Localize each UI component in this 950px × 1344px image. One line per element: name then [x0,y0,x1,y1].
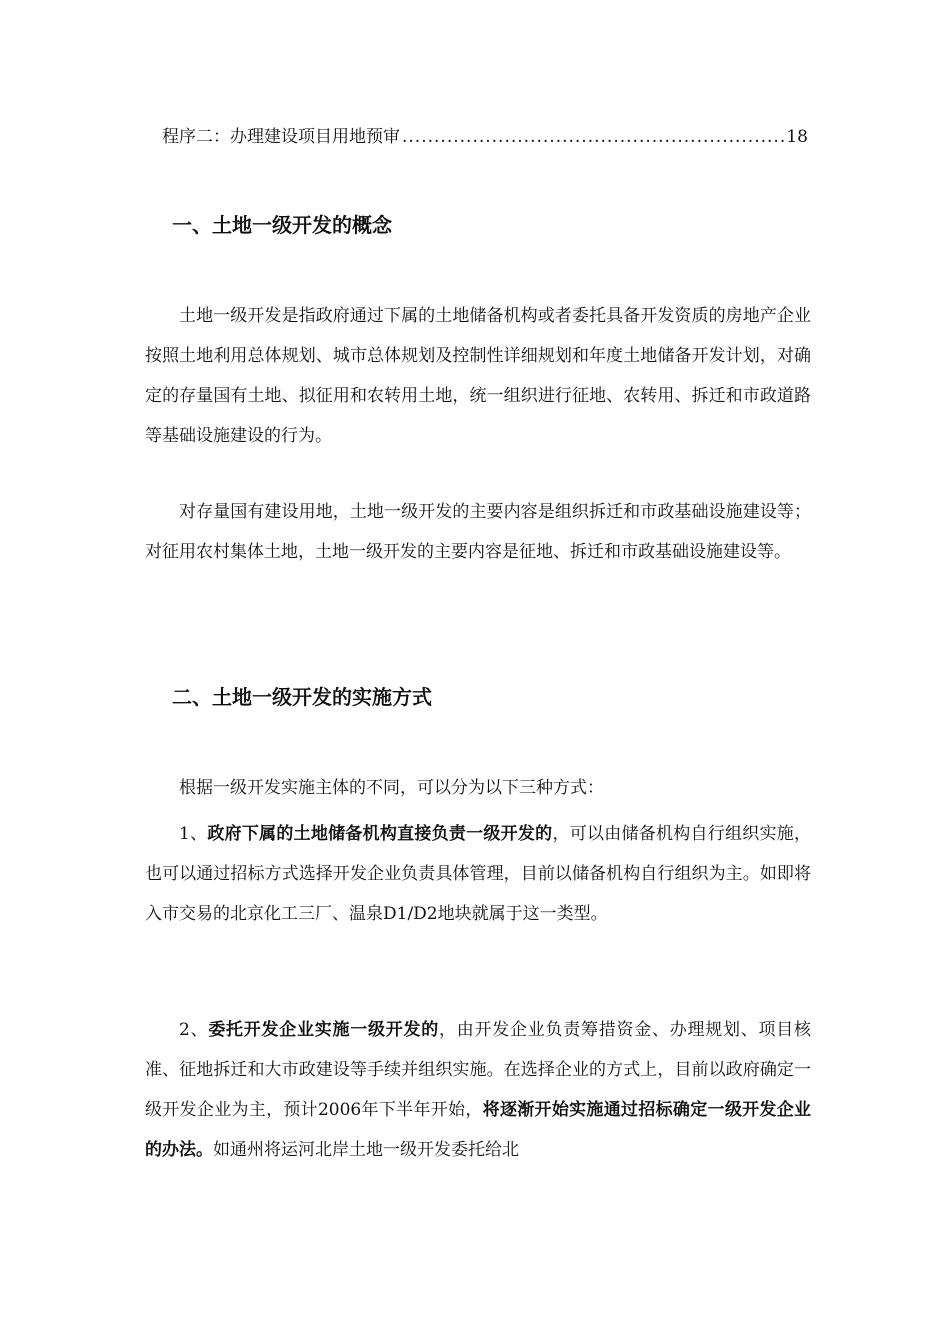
paragraph-concept-content: 对存量国有建设用地，土地一级开发的主要内容是组织拆迁和市政基础设施建设等；对征用农村集体土地，土地一级开发的主要内容是征地、拆迁和市政基础设施建设等。 [145,502,811,562]
list-item-entrusted-enterprise [145,1010,811,1170]
list-item-text: ，由开发企业负责筹措资金、办理规划、项目核准、征地拆迁和大市政建设等手续并组织实施。在选择企业的方式上，目前以政府确定一级开发企业为主，预计2006年下半年开始， [145,1020,812,1120]
section-heading-concept: 一、土地一级开发的概念 [172,213,392,237]
list-item-number: 1、 [179,824,208,844]
list-item-number: 2、 [179,1020,209,1040]
list-item-text: ，可以由储备机构自行组织实施，也可以通过招标方式选择开发企业负责具体管理，目前以储备机构自行组织为主。如即将入市交易的北京化工三厂、温泉D1/D2地块就属于这一类型。 [145,824,812,924]
list-item-bold-emphasis: 将逐渐开始实施通过招标确定一级开发企业的办法。 [145,1100,812,1160]
toc-leader-dots [402,124,784,150]
list-item-government-agency [145,814,811,934]
toc-entry[interactable] [162,124,808,150]
list-item-text-continued: 如通州将运河北岸土地一级开发委托给北 [213,1140,519,1160]
list-item-bold-lead: 政府下属的土地储备机构直接负责一级开发的 [207,824,553,844]
paragraph-concept-definition: 土地一级开发是指政府通过下属的土地储备机构或者委托具备开发资质的房地产企业按照土地利用总体规划、城市总体规划及控制性详细规划和年度土地储备开发计划，对确定的存量国有土地、拟征用和农转用土地，统一组织进行征地、农转用、拆迁和市政道路等基础设施建设的行为。 [145,306,811,446]
list-item-bold-lead: 委托开发企业实施一级开发的 [208,1020,440,1040]
paragraph-implementation-intro: 根据一级开发实施主体的不同，可以分为以下三种方式： [179,778,604,798]
toc-entry-page-number: 18 [786,127,808,147]
toc-entry-label: 程序二：办理建设项目用地预审 [162,127,400,147]
section-heading-implementation: 二、土地一级开发的实施方式 [172,685,432,709]
